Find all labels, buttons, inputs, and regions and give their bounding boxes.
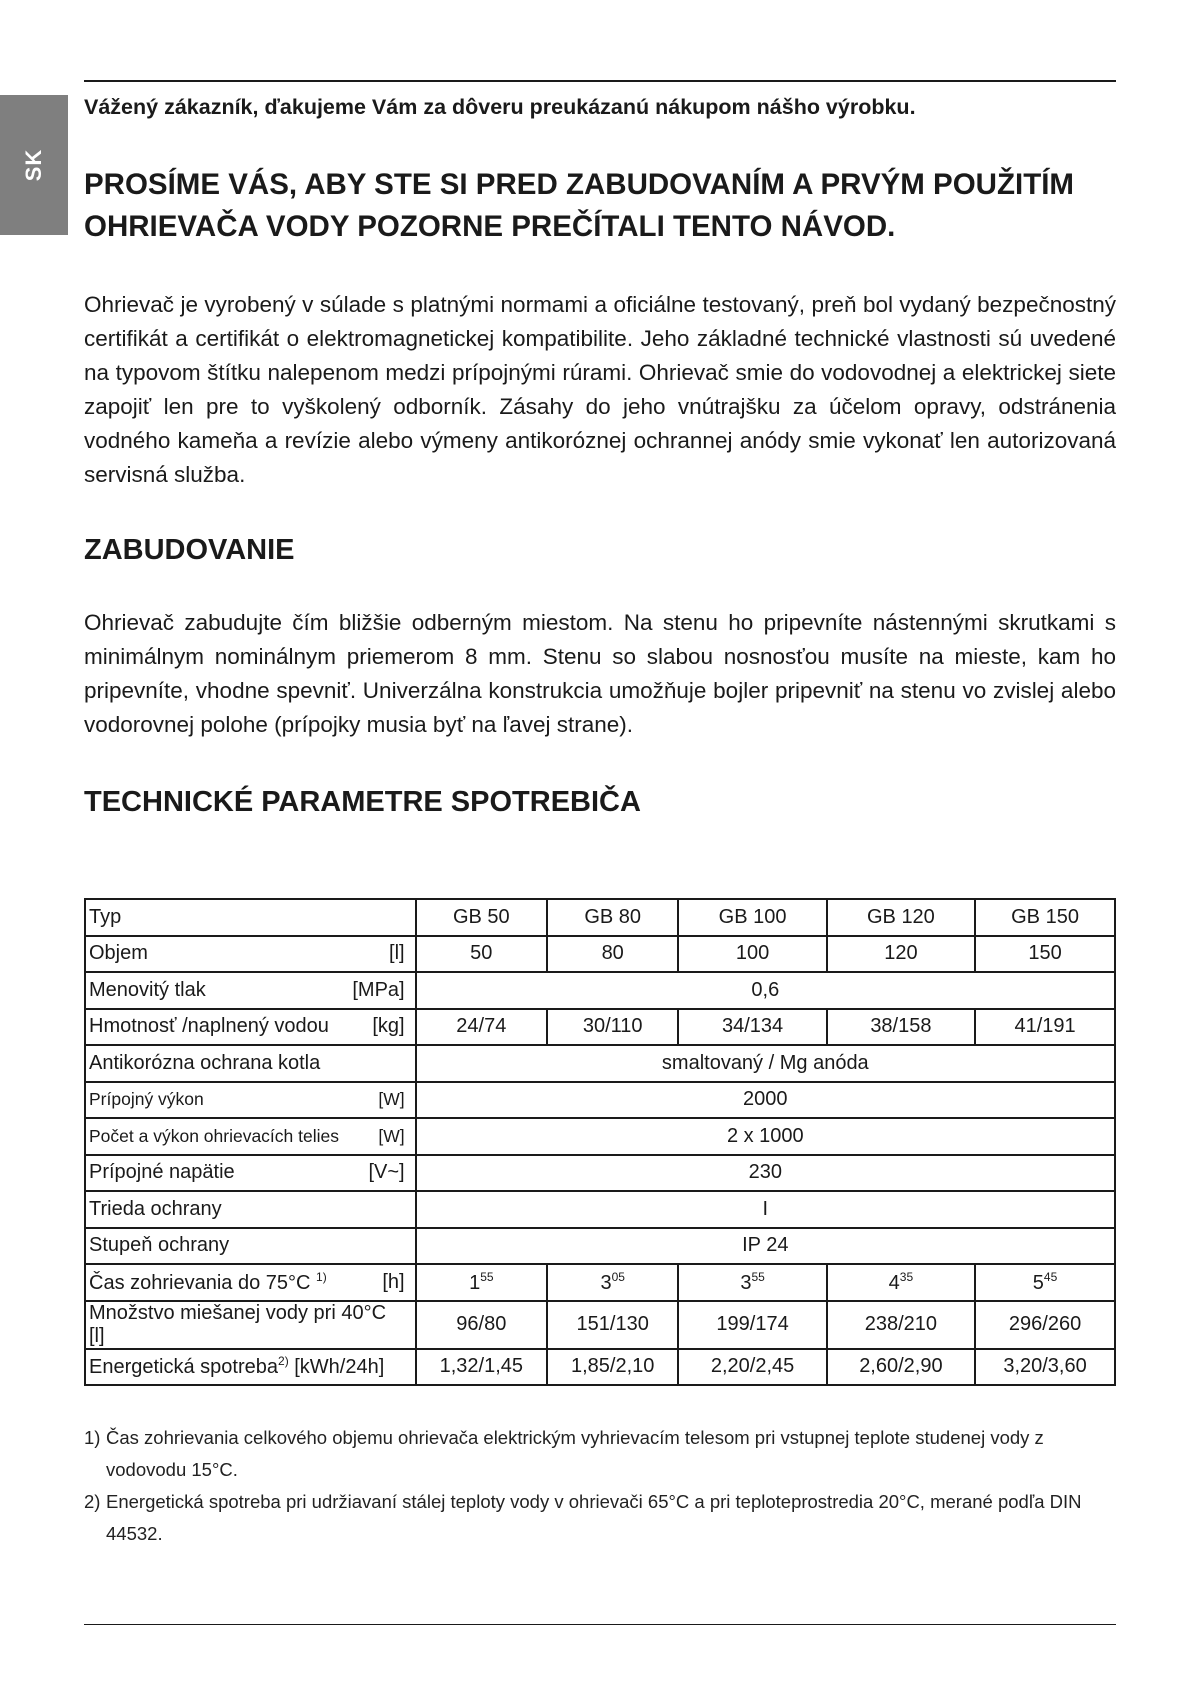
warning-heading [84,164,1116,248]
hours: 1 [469,1271,481,1294]
footnote-text: Energetická spotreba pri udržiavaní stálej teploty vody v ohrievači 65°C a pri teploteprostredia 20°C, merané podľa DIN 44532. [106,1491,1082,1544]
table-row-protection-degree [85,1228,1115,1265]
row-label [85,1155,416,1192]
value-cell: 296/260 [975,1301,1115,1349]
footnote-number: 2) [84,1491,101,1512]
label-text: Hmotnosť /naplnený vodou [89,1015,329,1038]
row-label [85,1082,416,1119]
row-label [85,936,416,973]
hours: 3 [740,1271,752,1294]
value-cell: 150 [975,936,1115,973]
value-cell: smaltovaný / Mg anóda [416,1045,1115,1082]
row-label [85,1264,416,1301]
value-cell: 0,6 [416,972,1115,1009]
value-cell: 38/158 [827,1009,975,1046]
value-cell: 151/130 [547,1301,678,1349]
unit-text: [W] [378,1125,405,1146]
value-cell: 30/110 [547,1009,678,1046]
footnote-text: Čas zohrievania celkového objemu ohrievača elektrickým vyhrievacím telesom pri vstupnej teplote studenej vody z vodovodu 15°C. [106,1427,1044,1480]
value-cell: 230 [416,1155,1115,1192]
label-text: Množstvo miešanej vody pri 40°C [l] [89,1301,387,1347]
table-row-type [85,899,1115,936]
value-cell: 2000 [416,1082,1115,1119]
table-row-power [85,1082,1115,1119]
label-type: Typ [89,905,122,928]
label-text: Energetická spotreba [89,1356,279,1379]
greeting-text: Vážený zákazník, ďakujeme Vám za dôveru preukázanú nákupom nášho výrobku. [84,95,916,119]
value-cell: IP 24 [416,1228,1115,1265]
row-label [85,1118,416,1155]
table-row-heaters [85,1118,1115,1155]
label-group [89,1270,327,1295]
model-cell: GB 150 [975,899,1115,936]
value-cell: 238/210 [827,1301,975,1349]
label-text: Trieda ochrany [89,1197,222,1220]
label-text: Antikorózna ochrana kotla [89,1051,321,1074]
intro-paragraph [84,288,1116,492]
label-text: Počet a výkon ohrievacích telies [89,1125,339,1146]
row-label [85,1228,416,1265]
value-cell: 1,85/2,10 [547,1349,678,1386]
table-row-mixed-water [85,1301,1115,1349]
value-cell: 24/74 [416,1009,547,1046]
label-text: Prípojný výkon [89,1089,204,1110]
value-cell: 199/174 [678,1301,826,1349]
value-cell: 34/134 [678,1009,826,1046]
top-rule [84,80,1116,82]
unit-text: [kg] [372,1015,405,1038]
table-row-voltage [85,1155,1115,1192]
table-row-corrosion [85,1045,1115,1082]
footnotes [84,1422,1116,1550]
row-label [85,1301,416,1349]
label-text: Čas zohrievania do 75°C [89,1271,311,1294]
warning-line-1: PROSÍME VÁS, ABY STE SI PRED ZABUDOVANÍM A PRVÝM POUŽITÍM [84,168,1074,201]
label-text: Objem [89,942,148,965]
value-cell: 50 [416,936,547,973]
installation-paragraph [84,606,1116,742]
footnote-number: 1) [84,1427,101,1448]
unit-text: [V~] [368,1161,405,1184]
unit-text: [h] [382,1270,405,1293]
table-row-volume [85,936,1115,973]
unit-text: [MPa] [352,978,405,1001]
installation-paragraph-text: Ohrievač zabudujte čím bližšie odberným miestom. Na stenu ho pripevníte nástennými skrutkami s minimálnym nominálnym priemerom 8 mm. Stenu so slabou nosnosťou musíte na mieste, kam ho pripevníte, vhodne spevniť. Univerzálna konstrukcia umožňuje bojler pripevniť na stenu vo zvislej alebo vodorovnej polohe (prípojky musia byť na ľavej strane). [84,610,1116,737]
value-cell: 41/191 [975,1009,1115,1046]
minutes: 05 [611,1269,625,1284]
model-cell: GB 100 [678,899,826,936]
table-row-energy [85,1349,1115,1386]
unit-text: [W] [378,1089,405,1110]
main-content [84,92,1116,822]
row-label [85,1045,416,1082]
table-row-weight [85,1009,1115,1046]
value-cell [678,1264,826,1301]
value-cell: 2,60/2,90 [827,1349,975,1386]
bottom-rule [84,1624,1116,1625]
minutes: 45 [1043,1269,1058,1284]
technical-parameters-table [84,898,1116,1386]
minutes: 55 [751,1269,765,1284]
hours: 3 [600,1271,612,1294]
unit-text: [l] [389,942,405,965]
table-row-protection-class [85,1191,1115,1228]
footnote-1 [84,1422,1116,1486]
intro-paragraph-text: Ohrievač je vyrobený v súlade s platnými normami a oficiálne testovaný, preň bol vydaný bezpečnostný certifikát a certifikát o elektromagnetickej kompatibilite. Jeho základné technické vlastnosti sú uvedené na typovom štítku nalepenom medzi prípojnými rúrami. Ohrievač smie do vodovodnej a elektrickej siete zapojiť len pre to vyškolený odborník. Zásahy do jeho vnútrajšku za účelom opravy, odstránenia vodného kameňa a revízie alebo výmeny antikoróznej ochrannej anódy smie vykonať len autorizovaná servisná služba. [84,292,1116,487]
model-cell: GB 80 [547,899,678,936]
footnote-ref: 1) [316,1269,327,1284]
value-cell [975,1264,1115,1301]
table-row-pressure [85,972,1115,1009]
language-tab-label: SK [21,148,46,182]
footnote-ref: 2) [278,1354,289,1369]
value-cell: 96/80 [416,1301,547,1349]
value-cell: 1,32/1,45 [416,1349,547,1386]
minutes: 35 [899,1269,914,1284]
minutes: 55 [480,1269,494,1284]
row-label [85,1349,416,1386]
value-cell: 120 [827,936,975,973]
row-label [85,1009,416,1046]
row-label [85,899,416,936]
value-cell: 100 [678,936,826,973]
row-label [85,972,416,1009]
value-cell: 2 x 1000 [416,1118,1115,1155]
label-text: Menovitý tlak [89,978,206,1001]
hours: 5 [1032,1271,1044,1294]
value-cell: 80 [547,936,678,973]
label-text: Prípojné napätie [89,1161,235,1184]
installation-heading: ZABUDOVANIE [84,534,295,566]
value-cell: 2,20/2,45 [678,1349,826,1386]
model-cell: GB 120 [827,899,975,936]
value-cell [416,1264,547,1301]
footnote-2 [84,1486,1116,1550]
model-cell: GB 50 [416,899,547,936]
value-cell [827,1264,975,1301]
value-cell: 3,20/3,60 [975,1349,1115,1386]
unit-text: [kWh/24h] [294,1356,385,1379]
language-tab [0,95,68,235]
label-text: Stupeň ochrany [89,1234,230,1257]
technical-heading: TECHNICKÉ PARAMETRE SPOTREBIČA [84,786,641,818]
row-label [85,1191,416,1228]
value-cell [547,1264,678,1301]
warning-line-2: OHRIEVAČA VODY POZORNE PREČÍTALI TENTO NÁVOD. [84,210,896,243]
hours: 4 [888,1271,900,1294]
table-row-heating-time [85,1264,1115,1301]
value-cell: I [416,1191,1115,1228]
